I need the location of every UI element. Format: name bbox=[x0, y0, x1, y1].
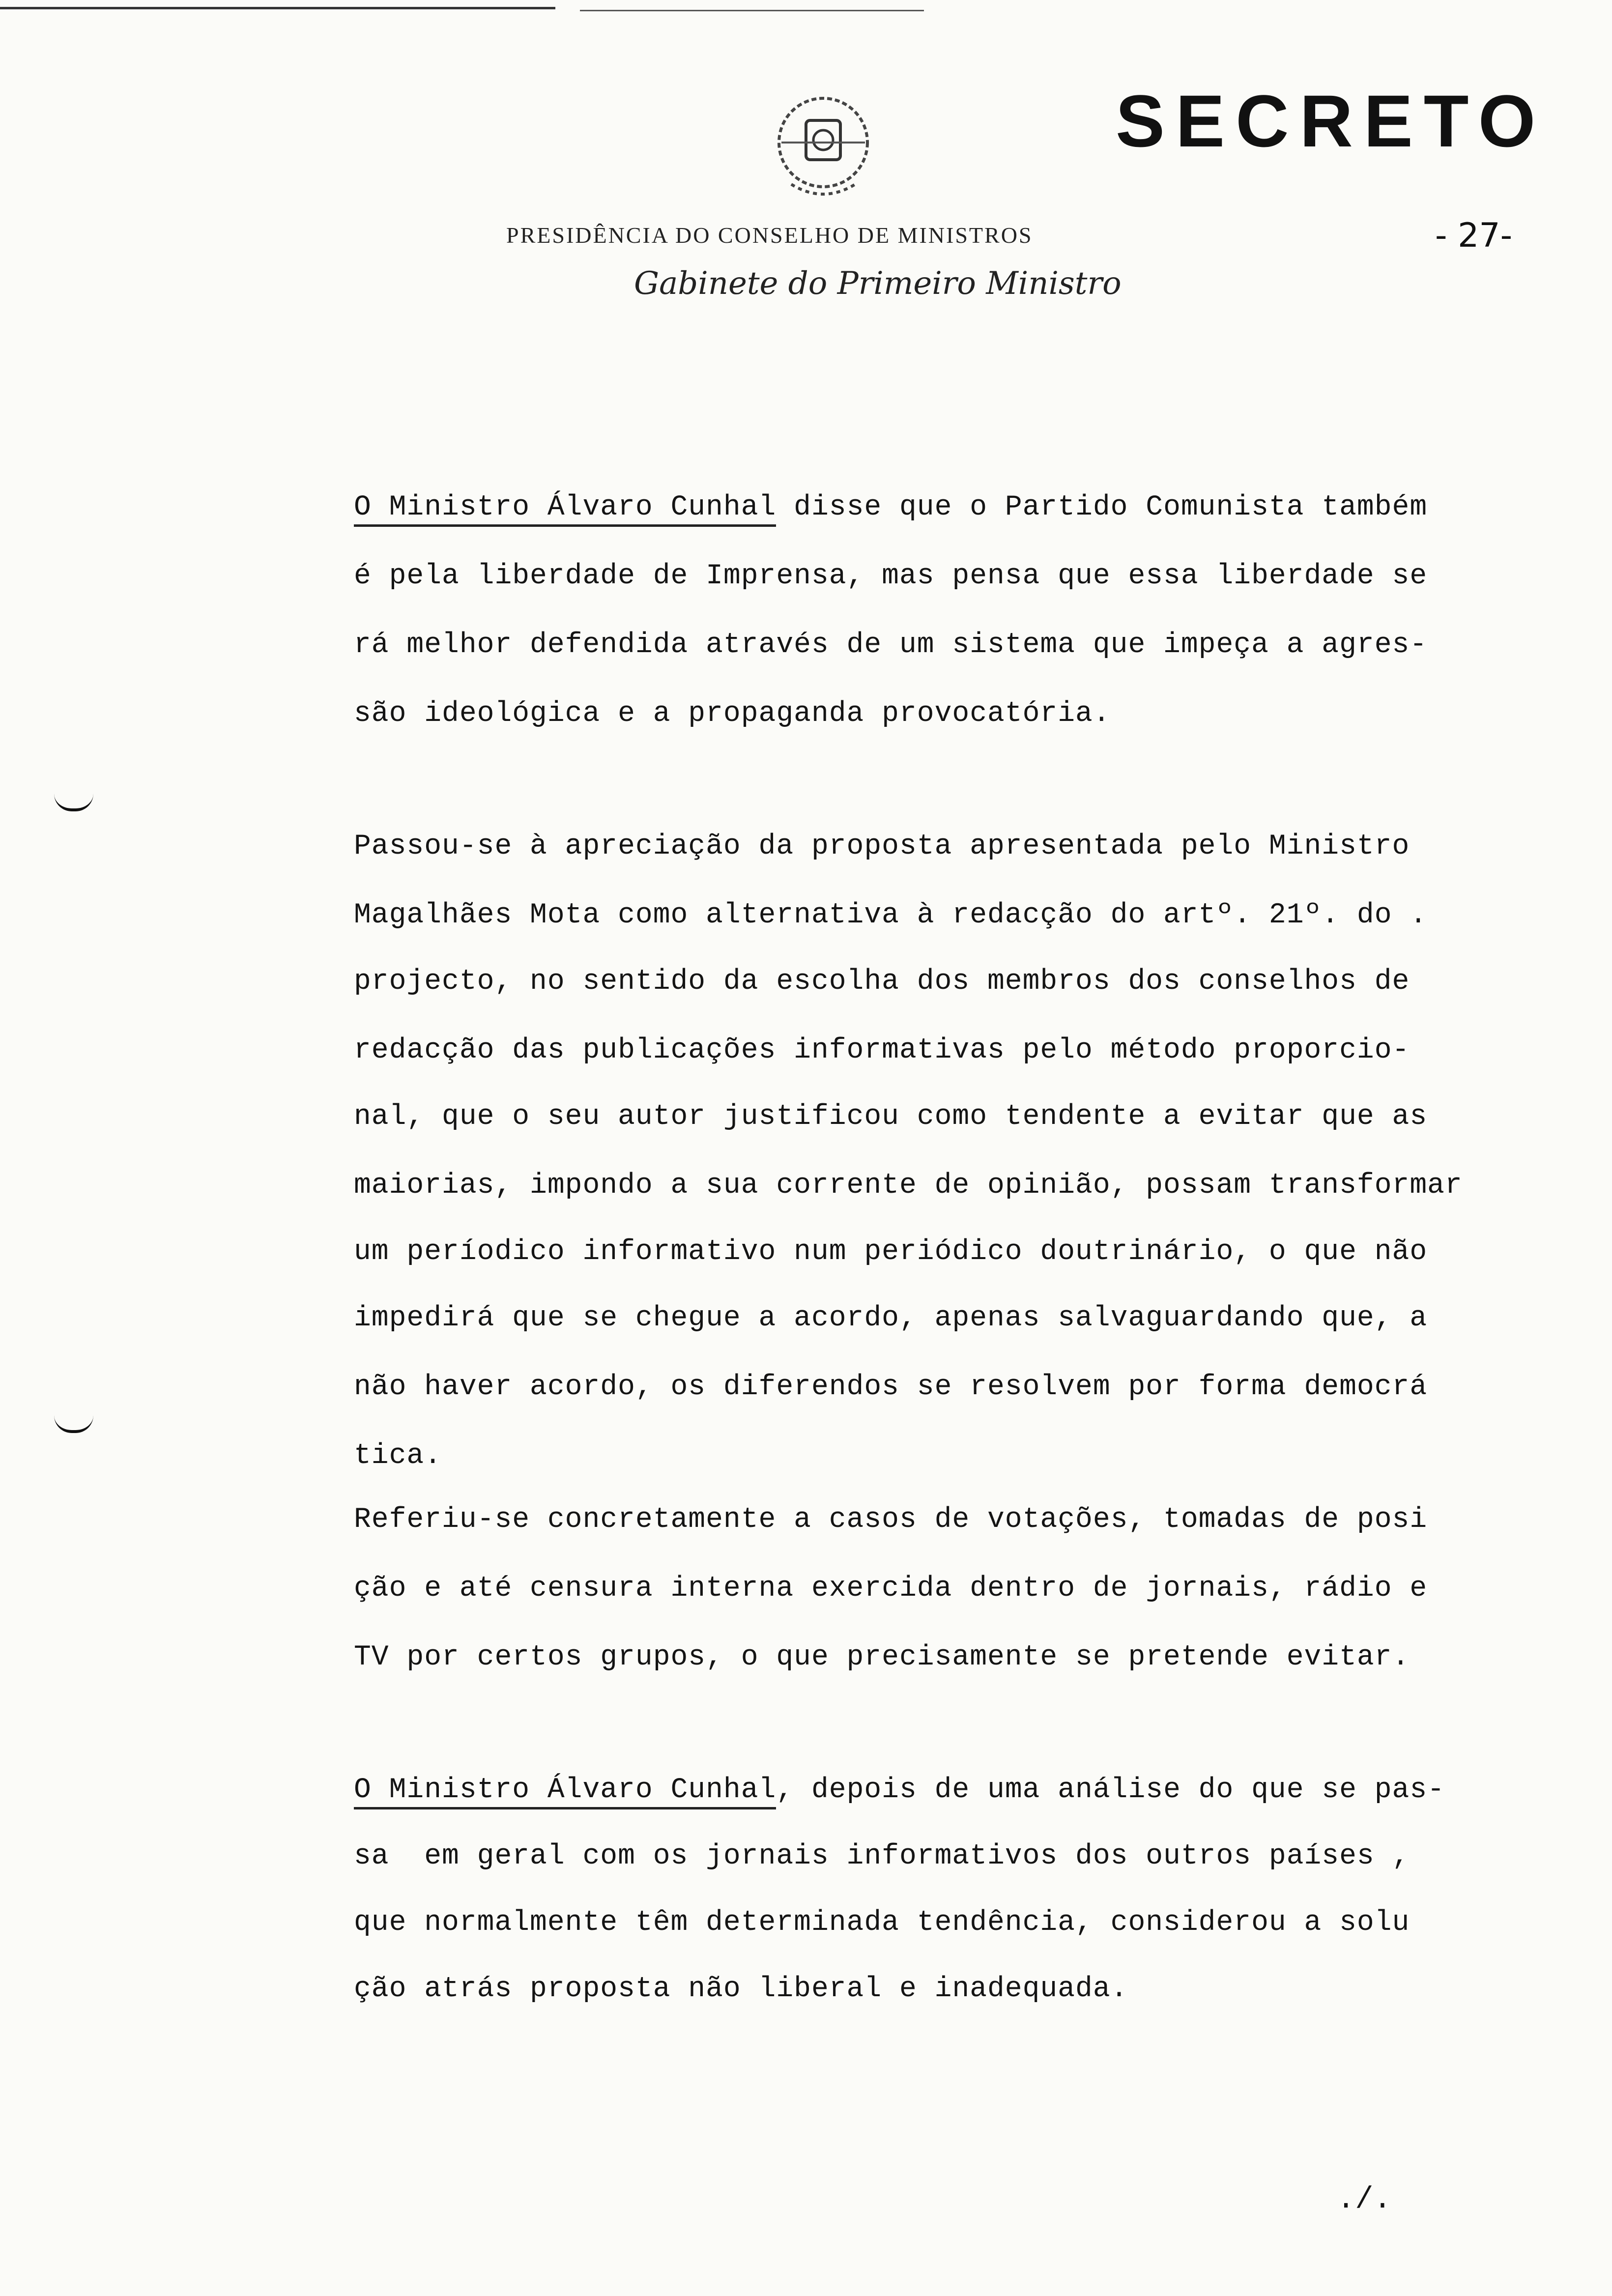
speaker-name: O Ministro Álvaro Cunhal bbox=[354, 491, 776, 527]
text-line: O Ministro Álvaro Cunhal disse que o Partido Comunista também bbox=[354, 491, 1427, 523]
text-line: um períodico informativo num periódico doutrinário, o que não bbox=[354, 1236, 1428, 1268]
margin-hole-punch-mark bbox=[54, 794, 93, 811]
continuation-mark: ./. bbox=[1337, 2182, 1392, 2217]
coat-of-arms-emblem-icon bbox=[772, 91, 875, 204]
scan-edge-line bbox=[0, 7, 555, 9]
text-line: Referiu-se concretamente a casos de votações, tomadas de posi bbox=[354, 1504, 1428, 1536]
cabinet-subheading: Gabinete do Primeiro Ministro bbox=[634, 265, 1122, 302]
text-line: tica. bbox=[354, 1440, 442, 1472]
text-line: não haver acordo, os diferendos se resolvem por forma democrá bbox=[354, 1371, 1428, 1403]
text-line: é pela liberdade de Imprensa, mas pensa que essa liberdade se bbox=[354, 560, 1428, 592]
text-line: impedirá que se chegue a acordo, apenas salvaguardando que, a bbox=[354, 1302, 1428, 1334]
margin-hole-punch-mark bbox=[54, 1415, 93, 1433]
text-line: ção e até censura interna exercida dentro de jornais, rádio e bbox=[354, 1573, 1428, 1605]
text-line: TV por certos grupos, o que precisamente se pretende evitar. bbox=[354, 1641, 1410, 1673]
text-line: são ideológica e a propaganda provocatória. bbox=[354, 698, 1111, 730]
text-line: redacção das publicações informativas pelo método proporcio- bbox=[354, 1034, 1410, 1066]
text-line: ção atrás proposta não liberal e inadequada. bbox=[354, 1973, 1128, 2005]
speaker-name: O Ministro Álvaro Cunhal bbox=[354, 1774, 776, 1809]
text-line: Magalhães Mota como alternativa à redacção do artº. 21º. do . bbox=[354, 899, 1428, 931]
text-line: sa em geral com os jornais informativos dos outros países , bbox=[354, 1840, 1410, 1872]
page-number: - 27- bbox=[1435, 216, 1513, 255]
text-line: rá melhor defendida através de um sistema que impeça a agres- bbox=[354, 629, 1428, 661]
text-line: maiorias, impondo a sua corrente de opinião, possam transformar bbox=[354, 1170, 1463, 1202]
text-line: projecto, no sentido da escolha dos membros dos conselhos de bbox=[354, 966, 1410, 998]
text-line: Passou-se à apreciação da proposta apresentada pelo Ministro bbox=[354, 831, 1410, 862]
text-line: O Ministro Álvaro Cunhal, depois de uma análise do que se pas- bbox=[354, 1774, 1445, 1806]
department-heading: PRESIDÊNCIA DO CONSELHO DE MINISTROS bbox=[506, 223, 1033, 248]
text-line: que normalmente têm determinada tendência, considerou a solu bbox=[354, 1907, 1410, 1939]
scan-edge-line bbox=[580, 10, 924, 11]
secret-stamp: SECRETO bbox=[1116, 80, 1547, 162]
text-line: nal, que o seu autor justificou como tendente a evitar que as bbox=[354, 1101, 1428, 1133]
